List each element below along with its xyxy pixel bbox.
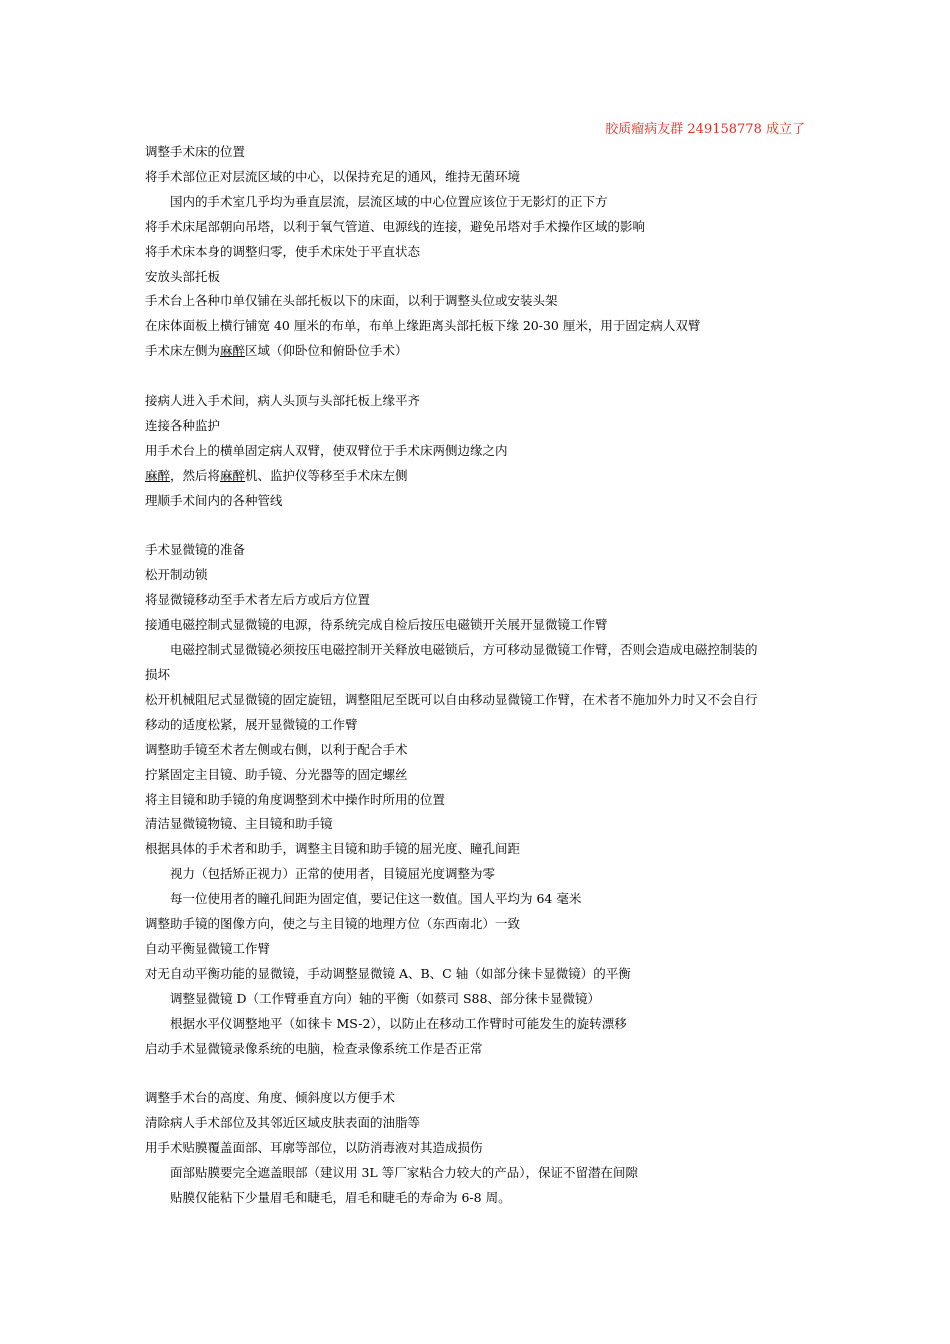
- text-segment: 拧紧固定主目镜、助手镜、分光器等的固定螺丝: [145, 766, 408, 782]
- text-segment: 启动手术显微镜录像系统的电脑，检查录像系统工作是否正常: [145, 1040, 483, 1056]
- underlined-term: 麻醉: [145, 467, 171, 483]
- underlined-term: 麻醉: [220, 343, 246, 359]
- text-segment: 国内的手术室几乎均为垂直层流，层流区域的中心位置应该位于无影灯的正下方: [170, 193, 608, 209]
- text-line: [145, 240, 810, 265]
- text-line: [145, 265, 810, 290]
- text-segment: 机、监护仪等移至手术床左侧: [245, 467, 408, 483]
- text-segment: 将主目镜和助手镜的角度调整到术中操作时所用的位置: [145, 791, 446, 807]
- text-line: [145, 140, 810, 165]
- text-line: [145, 613, 810, 638]
- text-segment: 安放头部托板: [145, 268, 221, 284]
- text-segment: 调整手术床的位置: [145, 144, 246, 159]
- text-line: [145, 289, 810, 314]
- text-segment: 区域（仰卧位和俯卧位手术）: [245, 343, 408, 359]
- text-segment: 调整助手镜至术者左侧或右侧，以利于配合手术: [145, 741, 408, 757]
- text-segment: 清洁显微镜物镜、主目镜和助手镜: [145, 816, 333, 832]
- text-segment: 对无自动平衡功能的显微镜，手动调整显微镜 A、B、C 轴（如部分徕卡显微镜）的平衡: [145, 965, 631, 981]
- text-line: [145, 862, 810, 887]
- text-line: [145, 389, 810, 414]
- text-segment: 将手术床本身的调整归零，使手术床处于平直状态: [145, 243, 421, 259]
- text-line: [145, 962, 810, 987]
- text-segment: 将显微镜移动至手术者左后方或后方位置: [145, 592, 371, 608]
- section-gap: [145, 514, 810, 539]
- text-segment: 自动平衡显微镜工作臂: [145, 940, 271, 956]
- header-note: 胶质瘤病友群 249158778 成立了: [605, 122, 805, 137]
- text-segment: 贴膜仅能粘下少量眉毛和睫毛，眉毛和睫毛的寿命为 6-8 周。: [170, 1190, 511, 1206]
- text-line: [145, 887, 810, 912]
- text-segment: 松开机械阻尼式显微镜的固定旋钮，调整阻尼至既可以自由移动显微镜工作臂，在术者不施加外力时又不会自行: [145, 691, 758, 707]
- text-segment: 在床体面板上横行铺宽 40 厘米的布单，布单上缘距离头部托板下缘 20-30 厘米，用于固定病人双臂: [145, 318, 701, 334]
- text-segment: 每一位使用者的瞳孔间距为固定值，要记住这一数值。国人平均为 64 毫米: [170, 891, 582, 907]
- text-line: [145, 339, 810, 364]
- text-segment: 移动的适度松紧，展开显微镜的工作臂: [145, 716, 358, 732]
- text-line: [145, 1086, 810, 1111]
- section-gap: [145, 1062, 810, 1087]
- text-line: [145, 763, 810, 788]
- text-line: [145, 1161, 810, 1186]
- text-segment: 手术台上各种巾单仅铺在头部托板以下的床面，以利于调整头位或安装头架: [145, 293, 558, 309]
- text-segment: 调整显微镜 D（工作臂垂直方向）轴的平衡（如蔡司 S88、部分徕卡显微镜）: [170, 990, 600, 1006]
- text-segment: 调整助手镜的图像方向，使之与主目镜的地理方位（东西南北）一致: [145, 916, 521, 932]
- underlined-term: 麻醉: [220, 467, 246, 483]
- text-line: [145, 738, 810, 763]
- text-segment: 将手术床尾部朝向吊塔，以利于氧气管道、电源线的连接，避免吊塔对手术操作区域的影响: [145, 218, 646, 234]
- text-line: [145, 414, 810, 439]
- text-segment: 面部贴膜要完全遮盖眼部（建议用 3L 等厂家粘合力较大的产品），保证不留潜在间隙: [170, 1165, 638, 1181]
- text-segment: 根据水平仪调整地平（如徕卡 MS-2），以防止在移动工作臂时可能发生的旋转漂移: [170, 1015, 627, 1031]
- text-line: [145, 837, 810, 862]
- section-gap: [145, 364, 810, 389]
- text-segment: ，然后将: [170, 467, 221, 483]
- text-line: [145, 1136, 810, 1161]
- text-line: [145, 937, 810, 962]
- text-line: [145, 1037, 810, 1062]
- text-segment: 理顺手术间内的各种管线: [145, 492, 283, 508]
- text-segment: 损坏: [145, 667, 171, 682]
- text-segment: 手术显微镜的准备: [145, 542, 246, 558]
- text-line: [145, 165, 810, 190]
- text-line: [145, 713, 810, 738]
- text-segment: 电磁控制式显微镜必须按压电磁控制开关释放电磁锁后，方可移动显微镜工作臂，否则会造成电磁控制装的: [170, 642, 758, 658]
- text-segment: 根据具体的手术者和助手，调整主目镜和助手镜的屈光度、瞳孔间距: [145, 841, 521, 857]
- text-segment: 接通电磁控制式显微镜的电源，待系统完成自检后按压电磁锁开关展开显微镜工作臂: [145, 617, 608, 633]
- text-line: [145, 788, 810, 813]
- text-line: [145, 588, 810, 613]
- text-line: [145, 1186, 810, 1211]
- text-segment: 视力（包括矫正视力）正常的使用者，目镜屈光度调整为零: [170, 866, 496, 882]
- document-body: [145, 140, 810, 1211]
- text-line: [145, 663, 810, 688]
- text-segment: 松开制动锁: [145, 567, 208, 583]
- text-segment: 用手术台上的横单固定病人双臂，使双臂位于手术床两侧边缘之内: [145, 442, 508, 458]
- text-line: [145, 688, 810, 713]
- text-line: [145, 489, 810, 514]
- text-line: [145, 563, 810, 588]
- text-segment: 用手术贴膜覆盖面部、耳廓等部位，以防消毒液对其造成损伤: [145, 1140, 483, 1156]
- text-line: [145, 638, 810, 663]
- text-line: [145, 1012, 810, 1037]
- text-segment: 清除病人手术部位及其邻近区域皮肤表面的油脂等: [145, 1115, 421, 1131]
- text-line: [145, 314, 810, 339]
- text-segment: 将手术部位正对层流区域的中心，以保持充足的通风，维持无菌环境: [145, 168, 521, 184]
- text-line: [145, 912, 810, 937]
- text-line: [145, 1111, 810, 1136]
- text-line: [145, 812, 810, 837]
- text-line: [145, 538, 810, 563]
- text-line: [145, 439, 810, 464]
- text-line: [145, 464, 810, 489]
- text-line: [145, 190, 810, 215]
- text-segment: 调整手术台的高度、角度、倾斜度以方便手术: [145, 1090, 396, 1106]
- text-segment: 连接各种监护: [145, 417, 221, 433]
- text-segment: 手术床左侧为: [145, 343, 221, 359]
- text-line: [145, 987, 810, 1012]
- text-segment: 接病人进入手术间，病人头顶与头部托板上缘平齐: [145, 393, 421, 409]
- text-line: [145, 215, 810, 240]
